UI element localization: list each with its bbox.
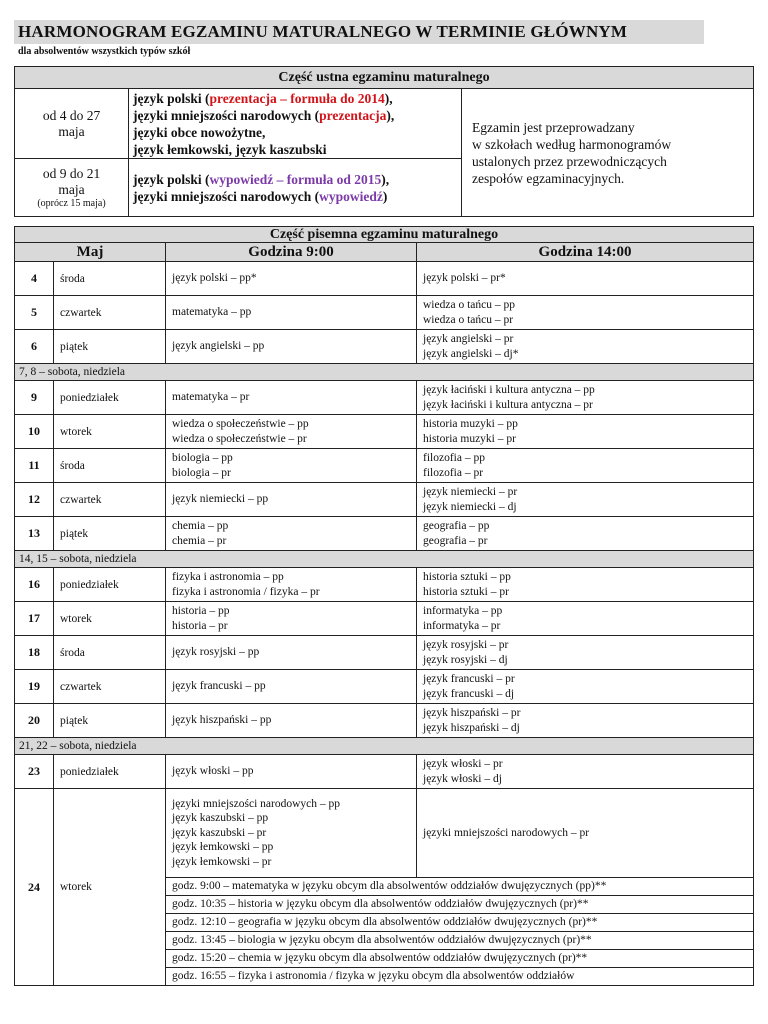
exam-entry: język francuski – pr [423, 673, 515, 685]
weekday: czwartek [54, 670, 166, 704]
oral-subject-text: języki obce nowożytne, [133, 124, 266, 140]
exam-entry: język łaciński i kultura antyczna – pp [423, 384, 595, 396]
weekend-label: 7, 8 – sobota, niedziela [15, 364, 754, 381]
oral-subject-line [133, 141, 461, 158]
weekday: poniedziałek [54, 755, 166, 789]
exam-entry: historia muzyki – pr [423, 432, 516, 445]
exam-entry: język włoski – pp [172, 765, 254, 778]
afternoon-exams [417, 517, 754, 551]
exam-day-row [15, 262, 754, 296]
exam-entry: język angielski – pp [172, 340, 265, 353]
day-number: 23 [15, 755, 54, 789]
oral-subject-text: język łemkowski, język kaszubski [133, 141, 327, 157]
note-line: Egzamin jest przeprowadzany [472, 119, 635, 135]
exam-entry: historia – pp [172, 605, 230, 617]
exam-entry: informatyka – pr [423, 619, 501, 632]
weekend-label: 14, 15 – sobota, niedziela [15, 551, 754, 568]
exam-entry: matematyka – pp [172, 306, 252, 319]
exam-entry: język niemiecki – pr [423, 486, 518, 498]
afternoon-exams [417, 704, 754, 738]
morning-exams [166, 704, 417, 738]
afternoon-exams: języki mniejszości narodowych – pr [417, 789, 754, 878]
exam-entry: fizyka i astronomia – pp [172, 571, 284, 583]
afternoon-exams [417, 636, 754, 670]
oral-form-label: prezentacja – formuła do 2014 [209, 90, 385, 106]
exam-entry: wiedza o społeczeństwie – pr [172, 432, 307, 445]
day-number: 5 [15, 296, 54, 330]
exam-entry: język hiszpański – dj [423, 721, 520, 734]
weekday: środa [54, 636, 166, 670]
note-line: ustalonych przez przewodniczących [472, 153, 667, 169]
exam-entry: język rosyjski – pp [172, 646, 260, 659]
exam-entry: historia muzyki – pp [423, 418, 518, 430]
exam-day-row [15, 330, 754, 364]
exam-entry: język rosyjski – dj [423, 653, 508, 666]
written-exam-table [14, 226, 754, 986]
written-header: Część pisemna egzaminu maturalnego [15, 227, 754, 243]
day-number: 18 [15, 636, 54, 670]
oral-date-2: od 9 do 21 maja (oprócz 15 maja) [15, 159, 129, 217]
exam-day-row [15, 517, 754, 551]
afternoon-exams [417, 415, 754, 449]
exam-day-row [15, 755, 754, 789]
exam-entry: matematyka – pr [172, 391, 250, 404]
day-number: 9 [15, 381, 54, 415]
weekend-row [15, 364, 754, 381]
afternoon-exams [417, 262, 754, 296]
oral-form-label: wypowiedź – formuła od 2015 [209, 171, 382, 187]
exam-entry: chemia – pp [172, 520, 229, 532]
morning-exams [166, 483, 417, 517]
afternoon-exams [417, 381, 754, 415]
weekday: poniedziałek [54, 381, 166, 415]
exam-entry: geografia – pr [423, 534, 488, 547]
exam-day-row [15, 296, 754, 330]
weekday: poniedziałek [54, 568, 166, 602]
exam-entry: filozofia – pr [423, 466, 484, 479]
exam-entry: język angielski – dj* [423, 347, 519, 360]
morning-exams [166, 330, 417, 364]
oral-subject-text: ), [381, 171, 390, 187]
oral-subject-text: ), [386, 107, 395, 123]
exam-day-row [15, 670, 754, 704]
col-month: Maj [15, 243, 166, 262]
day-number: 24 [15, 789, 54, 986]
bilingual-exam: godz. 16:55 – fizyka i astronomia / fizyka w języku obcym dla absolwentów oddziałów [166, 968, 754, 986]
exam-entry: fizyka i astronomia / fizyka – pr [172, 585, 320, 598]
bilingual-exam: godz. 13:45 – biologia w języku obcym dla absolwentów oddziałów dwujęzycznych (pr)** [166, 932, 754, 950]
day-number: 20 [15, 704, 54, 738]
exam-entry: język kaszubski – pr [172, 826, 267, 839]
morning-exams [166, 636, 417, 670]
day-number: 19 [15, 670, 54, 704]
note-line: zespołów egzaminacyjnych. [472, 170, 625, 186]
oral-subject-line [133, 90, 461, 107]
weekday: piątek [54, 517, 166, 551]
afternoon-exams [417, 670, 754, 704]
exam-entry: język polski – pr* [423, 272, 506, 285]
page-title: HARMONOGRAM EGZAMINU MATURALNEGO W TERMINIE GŁÓWNYM [18, 22, 628, 41]
exam-entry: język łaciński i kultura antyczna – pr [423, 398, 593, 411]
morning-exams [166, 517, 417, 551]
oral-subject-line [133, 107, 461, 124]
exam-entry: język niemiecki – dj [423, 500, 517, 513]
oral-subject-text: ), [384, 90, 393, 106]
exam-day-row [15, 789, 754, 878]
exam-entry: język łemkowski – pr [172, 855, 272, 868]
exam-entry: wiedza o tańcu – pp [423, 299, 515, 311]
exam-entry: język włoski – pr [423, 758, 503, 770]
exam-entry: język kaszubski – pp [172, 812, 269, 825]
day-number: 12 [15, 483, 54, 517]
weekday: środa [54, 449, 166, 483]
afternoon-exams [417, 568, 754, 602]
oral-note [462, 89, 754, 217]
oral-subjects-1 [129, 89, 462, 159]
exam-day-row [15, 568, 754, 602]
exam-entry: język polski – pp* [172, 272, 257, 285]
exam-entry: filozofia – pp [423, 452, 485, 464]
exam-day-row [15, 704, 754, 738]
exam-entry: historia – pr [172, 619, 228, 632]
exam-entry: historia sztuki – pp [423, 571, 511, 583]
exam-entry: język francuski – dj [423, 687, 515, 700]
morning-exams [166, 449, 417, 483]
oral-subject-line [133, 188, 461, 205]
oral-subject-text: języki mniejszości narodowych ( [133, 188, 320, 204]
afternoon-exams [417, 602, 754, 636]
oral-exam-table [14, 66, 754, 217]
weekday: czwartek [54, 296, 166, 330]
exam-entry: język francuski – pp [172, 680, 266, 693]
note-line: w szkołach według harmonogramów [472, 136, 672, 152]
weekday: wtorek [54, 602, 166, 636]
oral-subject-text: język polski ( [133, 90, 210, 106]
exam-entry: wiedza o społeczeństwie – pp [172, 418, 309, 430]
weekday: środa [54, 262, 166, 296]
morning-exams [166, 755, 417, 789]
weekday: piątek [54, 330, 166, 364]
weekend-row [15, 738, 754, 755]
morning-exams [166, 602, 417, 636]
exam-day-row [15, 449, 754, 483]
afternoon-exams [417, 449, 754, 483]
exam-entry: wiedza o tańcu – pr [423, 313, 514, 326]
exam-day-row [15, 381, 754, 415]
bilingual-exam: godz. 10:35 – historia w języku obcym dla absolwentów oddziałów dwujęzycznych (pr)** [166, 896, 754, 914]
oral-header: Część ustna egzaminu maturalnego [15, 67, 754, 89]
afternoon-exams [417, 330, 754, 364]
day-number: 6 [15, 330, 54, 364]
oral-subject-text: języki mniejszości narodowych ( [133, 107, 320, 123]
exam-entry: język łemkowski – pp [172, 841, 274, 854]
oral-subject-text: język polski ( [133, 171, 210, 187]
day-number: 4 [15, 262, 54, 296]
exam-entry: język angielski – pr [423, 333, 514, 345]
exam-entry: język niemiecki – pp [172, 493, 269, 506]
day-number: 13 [15, 517, 54, 551]
morning-exams [166, 789, 417, 878]
exam-entry: biologia – pp [172, 452, 233, 464]
oral-subjects-2 [129, 159, 462, 217]
weekday: wtorek [54, 415, 166, 449]
oral-subject-line [133, 124, 461, 141]
col-14: Godzina 14:00 [417, 243, 754, 262]
exam-entry: języki mniejszości narodowych – pp [172, 797, 340, 810]
morning-exams [166, 296, 417, 330]
bilingual-exam: godz. 12:10 – geografia w języku obcym dla absolwentów oddziałów dwujęzycznych (pr)** [166, 914, 754, 932]
exam-day-row [15, 636, 754, 670]
oral-subject-line [133, 171, 461, 188]
exam-entry: geografia – pp [423, 520, 490, 532]
exam-entry: język rosyjski – pr [423, 639, 509, 651]
morning-exams [166, 262, 417, 296]
weekday: wtorek [54, 789, 166, 986]
morning-exams [166, 381, 417, 415]
morning-exams [166, 568, 417, 602]
exam-entry: informatyka – pp [423, 605, 503, 617]
exam-entry: język włoski – dj [423, 772, 502, 785]
day-number: 16 [15, 568, 54, 602]
weekend-label: 21, 22 – sobota, niedziela [15, 738, 754, 755]
oral-subject-text: ) [382, 188, 388, 204]
weekend-row [15, 551, 754, 568]
afternoon-exams [417, 296, 754, 330]
bilingual-exam: godz. 9:00 – matematyka w języku obcym dla absolwentów oddziałów dwujęzycznych (pp)** [166, 878, 754, 896]
exam-entry: język hiszpański – pp [172, 714, 272, 727]
weekday: czwartek [54, 483, 166, 517]
afternoon-exams [417, 755, 754, 789]
bilingual-exam: godz. 15:20 – chemia w języku obcym dla absolwentów oddziałów dwujęzycznych (pr)** [166, 950, 754, 968]
day-number: 17 [15, 602, 54, 636]
morning-exams [166, 415, 417, 449]
day-number: 10 [15, 415, 54, 449]
weekday: piątek [54, 704, 166, 738]
exam-entry: historia sztuki – pr [423, 585, 509, 598]
exam-day-row [15, 415, 754, 449]
page-subtitle: dla absolwentów wszystkich typów szkół [18, 46, 191, 57]
oral-form-label: prezentacja [319, 107, 387, 123]
exam-entry: język hiszpański – pr [423, 707, 521, 719]
day-number: 11 [15, 449, 54, 483]
col-9: Godzina 9:00 [166, 243, 417, 262]
exam-day-row [15, 483, 754, 517]
oral-form-label: wypowiedź [319, 188, 383, 204]
exam-day-row [15, 602, 754, 636]
afternoon-exams [417, 483, 754, 517]
morning-exams [166, 670, 417, 704]
exam-entry: chemia – pr [172, 534, 227, 547]
exam-entry: biologia – pr [172, 466, 231, 479]
oral-date-1: od 4 do 27 maja [15, 89, 129, 159]
